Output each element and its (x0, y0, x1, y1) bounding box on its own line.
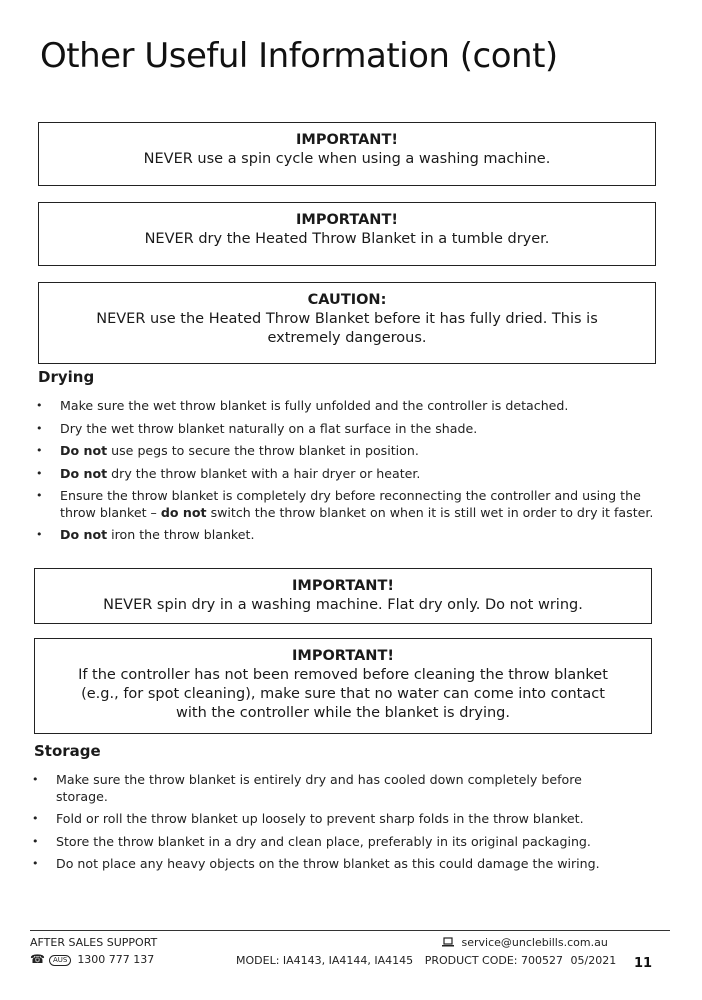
storage-heading: Storage (34, 742, 101, 760)
list-item: • Do not iron the throw blanket. (34, 527, 659, 544)
notice-box-spin-dry (34, 568, 652, 624)
notice-heading: IMPORTANT! (292, 578, 394, 594)
phone-number: 1300 777 137 (77, 953, 155, 966)
list-item: • Make sure the wet throw blanket is fully unfolded and the controller is detached. (34, 398, 659, 415)
notice-heading: IMPORTANT! (296, 212, 398, 228)
after-sales-label: AFTER SALES SUPPORT (30, 936, 158, 949)
aus-badge: AUS (49, 955, 71, 966)
email-address[interactable]: service@unclebills.com.au (461, 936, 608, 949)
notice-text: NEVER spin dry in a washing machine. Flat dry only. Do not wring. (103, 597, 583, 613)
phone-icon: ☎ (30, 952, 45, 966)
notice-box-tumble-dryer (38, 202, 656, 266)
laptop-icon (442, 936, 458, 949)
page-number: 11 (634, 956, 653, 971)
publish-date: 05/2021 (570, 954, 617, 967)
drying-list (34, 398, 659, 550)
caution-box-fully-dried (38, 282, 656, 364)
list-item: • Fold or roll the throw blanket up loosely to prevent sharp folds in the throw blanket. (30, 811, 600, 828)
notice-box-controller-water (34, 638, 652, 734)
storage-list (30, 772, 600, 879)
model-numbers: MODEL: IA4143, IA4144, IA4145 (236, 954, 414, 967)
notice-text: NEVER dry the Heated Throw Blanket in a tumble dryer. (144, 231, 550, 247)
footer-divider (30, 930, 670, 931)
page-title: Other Useful Information (cont) (40, 36, 558, 76)
drying-heading: Drying (38, 368, 95, 386)
list-item: • Do not place any heavy objects on the throw blanket as this could damage the wiring. (30, 856, 600, 873)
list-item: • Store the throw blanket in a dry and clean place, preferably in its original packaging. (30, 834, 600, 851)
product-code: PRODUCT CODE: 700527 (424, 954, 563, 967)
model-info (236, 954, 616, 967)
list-item: • Do not dry the throw blanket with a hair dryer or heater. (34, 466, 659, 483)
list-item: • Ensure the throw blanket is completely dry before reconnecting the controller and using the throw blanket – do not switch the throw blanket on when it is still wet in order to dry it faster. (34, 488, 659, 521)
caution-text: NEVER use the Heated Throw Blanket before it has fully dried. This is extremely dangerous. (96, 311, 598, 346)
list-item: • Do not use pegs to secure the throw blanket in position. (34, 443, 659, 460)
notice-box-spin-cycle (38, 122, 656, 186)
notice-heading: IMPORTANT! (292, 648, 394, 664)
support-phone (30, 952, 154, 966)
list-item: • Dry the wet throw blanket naturally on a flat surface in the shade. (34, 421, 659, 438)
caution-heading: CAUTION: (307, 292, 387, 308)
notice-text: If the controller has not been removed before cleaning the throw blanket (e.g., for spot cleaning), make sure that no water can come into contact with the controller while the blanket is drying. (78, 667, 608, 721)
notice-text: NEVER use a spin cycle when using a washing machine. (143, 151, 551, 167)
support-email (442, 936, 608, 949)
notice-heading: IMPORTANT! (296, 132, 398, 148)
list-item: • Make sure the throw blanket is entirely dry and has cooled down completely before storage. (30, 772, 600, 805)
